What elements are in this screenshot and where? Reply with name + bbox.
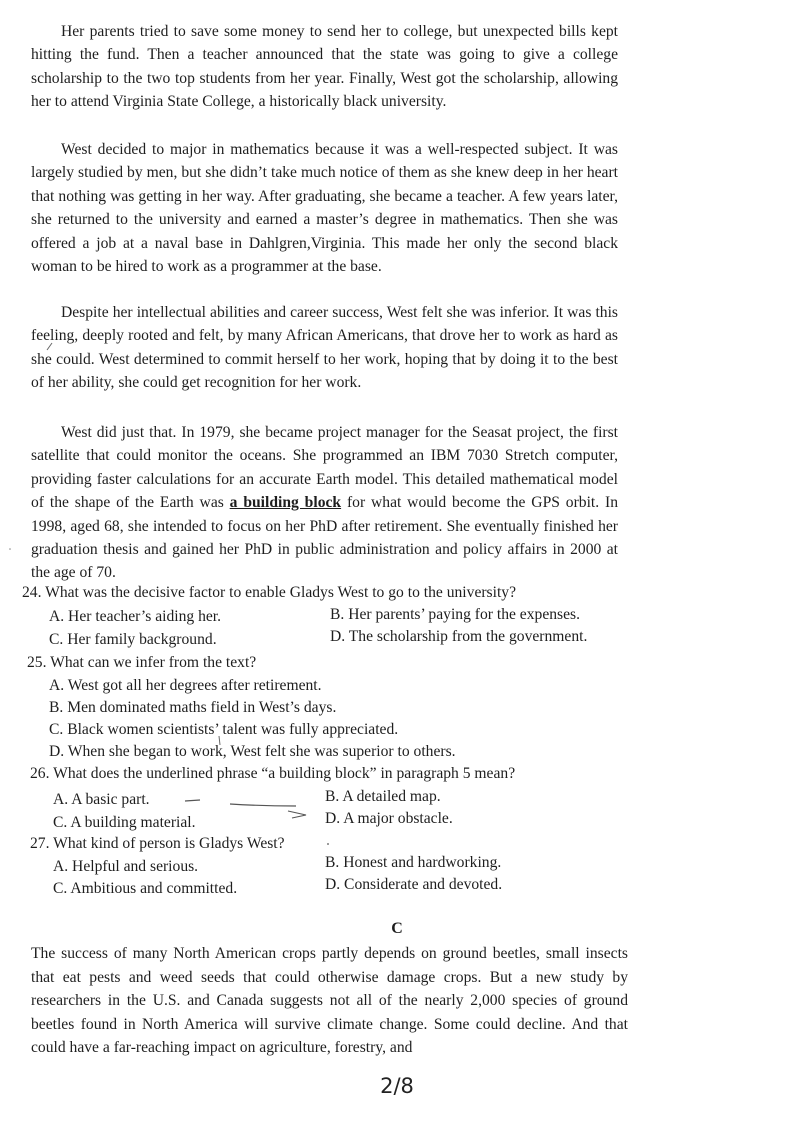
question-24: 24. What was the decisive factor to enable Gladys West to go to the university? (22, 584, 517, 601)
underlined-phrase: a building block (229, 494, 342, 512)
question-26: 26. What does the underlined phrase “a building block” in paragraph 5 mean? (30, 765, 516, 782)
section-heading: C (391, 920, 403, 937)
q24-option-d: D. The scholarship from the government. (330, 628, 588, 645)
q26-option-b: B. A detailed map. (325, 788, 441, 805)
q27-option-c: C. Ambitious and committed. (53, 880, 238, 897)
question-27: 27. What kind of person is Gladys West? (30, 835, 285, 852)
q25-option-a: A. West got all her degrees after retirement. (49, 677, 322, 694)
q26-option-d: D. A major obstacle. (325, 810, 453, 827)
q24-option-a: A. Her teacher’s aiding her. (49, 608, 222, 625)
page-number: 2/8 (380, 1074, 414, 1098)
paragraph-3-text: Despite her intellectual abilities and career success, West felt she was inferior. It was this feeling, deeply rooted and felt, by many African Americans, that drove her to work as hard as she could. West determined to commit herself to her work, hoping that by doing it to the best of her ability, she could get recognition for her work. (31, 304, 618, 392)
q24-option-b: B. Her parents’ paying for the expenses. (330, 606, 580, 623)
q25-option-d: D. When she began to work, West felt she was superior to others. (49, 743, 456, 760)
paragraph-2-text: West decided to major in mathematics because it was a well-respected subject. It was largely studied by men, but she didn’t take much notice of them as she knew deep in her heart that nothing was getting in her way. After graduating, she became a teacher. A few years later, she returned to the university and earned a master’s degree in mathematics. Then she was offered a job at a naval base in Dahlgren,Virginia. This made her only the second black woman to be hired to work as a programmer at the base. (31, 141, 618, 276)
section-c-text: The success of many North American crops partly depends on ground beetles, small insects that eat pests and weed seeds that could otherwise damage crops. But a new study by researchers in the U.S. and Canada suggests not all of the nearly 2,000 species of ground beetles found in North America will survive climate change. Some could decline. And that could have a far-reaching impact on agriculture, forestry, and (31, 945, 628, 1057)
q26-option-a: A. A basic part. (53, 791, 150, 808)
q27-option-d: D. Considerate and devoted. (325, 876, 503, 893)
q27-option-b: B. Honest and hardworking. (325, 854, 502, 871)
question-25: 25. What can we infer from the text? (27, 654, 257, 671)
q26-option-c: C. A building material. (53, 814, 196, 831)
q24-option-c: C. Her family background. (49, 631, 217, 648)
paragraph-1-text: Her parents tried to save some money to send her to college, but unexpected bills kept hitting the fund. Then a teacher announced that the state was going to give a college scholarship to the two top students from her year. Finally, West got the scholarship, allowing her to attend Virginia State College, a historically black university. (31, 23, 618, 111)
q27-option-a: A. Helpful and serious. (53, 858, 199, 875)
paragraph-4-text-a: West did just that. In 1979, she became project manager for the Seasat project, the first satellite that could monitor the oceans. She programmed an IBM 7030 Stretch computer, providing faster calculations for an accurate Earth model. This detailed mathematical model of the shape of the Earth was (31, 424, 618, 512)
q25-option-c: C. Black women scientists’ talent was fully appreciated. (49, 721, 399, 738)
paragraph-4-text-b: for what would become the GPS orbit. In 1998, aged 68, she intended to focus on her PhD after retirement. She eventually finished her graduation thesis and gained her PhD in public administration and policy affairs in 2000 at the age of 70. (31, 494, 618, 582)
q25-option-b: B. Men dominated maths field in West’s days. (49, 699, 337, 716)
